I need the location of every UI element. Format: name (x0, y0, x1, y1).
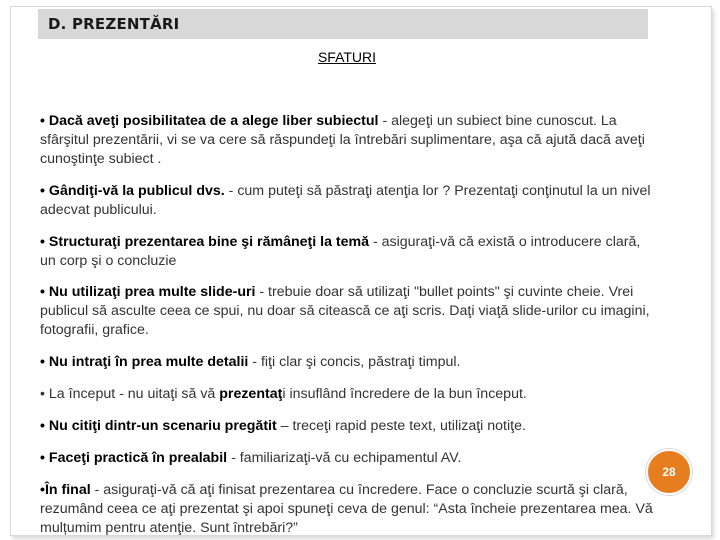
item-text: - familiarizaţi-vă cu echipamentul AV. (227, 450, 462, 466)
list-item (40, 417, 656, 436)
item-text: i insuflând încredere de la bun început. (282, 386, 527, 402)
section-subtitle: SFATURI (317, 49, 377, 65)
list-item (40, 283, 656, 340)
list-item (40, 481, 656, 538)
item-heading: • Gândiţi-vă la publicul dvs. (40, 183, 225, 199)
item-text: - cum puteţi să păstraţi atenţia lor ? Prezentaţi conţinutul la un nivel adecvat publicului. (40, 183, 651, 218)
item-text: - alegeţi un subiect bine cunoscut. La sfârşitul prezentării, vi se va cere să răspundeţi la întrebări suplimentare, aşa că ajută dacă aveţi cunoştinţe subiect . (40, 113, 645, 167)
item-heading: • Nu intraţi în prea multe detalii (40, 354, 249, 370)
list-item (40, 353, 656, 372)
list-item (40, 112, 656, 169)
item-heading: • Nu utilizaţi prea multe slide-uri (40, 284, 256, 300)
list-item (40, 449, 656, 468)
item-text: - trebuie doar să utilizaţi "bullet points" şi cuvinte cheie. Vrei publicul să asculte ceea ce spui, nu doar să citească ce aţi scris. Daţi viaţă slide-urilor cu imagini, fotografii, grafice. (40, 284, 650, 338)
item-heading: • Structuraţi prezentarea bine şi rămâneţi la temă (40, 234, 370, 250)
item-text-prefix: • La început - nu uitaţi să vă (40, 386, 220, 402)
item-heading: • Faceţi practică în prealabil (40, 450, 228, 466)
item-text: - asiguraţi-vă că există o introducere clară, un corp şi o concluzie (40, 234, 641, 269)
page-number-badge: 28 (646, 449, 692, 495)
list-item (40, 233, 656, 271)
item-heading: prezentaţ (219, 386, 283, 402)
item-text: - fiţi clar şi concis, păstraţi timpul. (248, 354, 461, 370)
tips-list (40, 112, 656, 538)
page-title: D. PREZENTĂRI (48, 15, 180, 33)
item-heading: •În final (40, 482, 91, 498)
header-bar (38, 9, 648, 39)
list-item (40, 385, 656, 404)
item-text: – treceţi rapid peste text, utilizaţi notiţe. (276, 418, 526, 434)
item-heading: • Nu citiţi dintr-un scenariu pregătit (40, 418, 277, 434)
item-heading: • Dacă aveţi posibilitatea de a alege liber subiectul (40, 113, 379, 129)
item-text: - asiguraţi-vă că aţi finisat prezentarea cu încredere. Face o concluzie scurtă şi clară, rezumând ceea ce aţi prezentat şi apoi spuneţi ceva de genul: “Asta încheie prezentarea mea. Vă mulțumim pentru atenţie. Sunt întrebări?” (40, 482, 653, 536)
list-item (40, 182, 656, 220)
